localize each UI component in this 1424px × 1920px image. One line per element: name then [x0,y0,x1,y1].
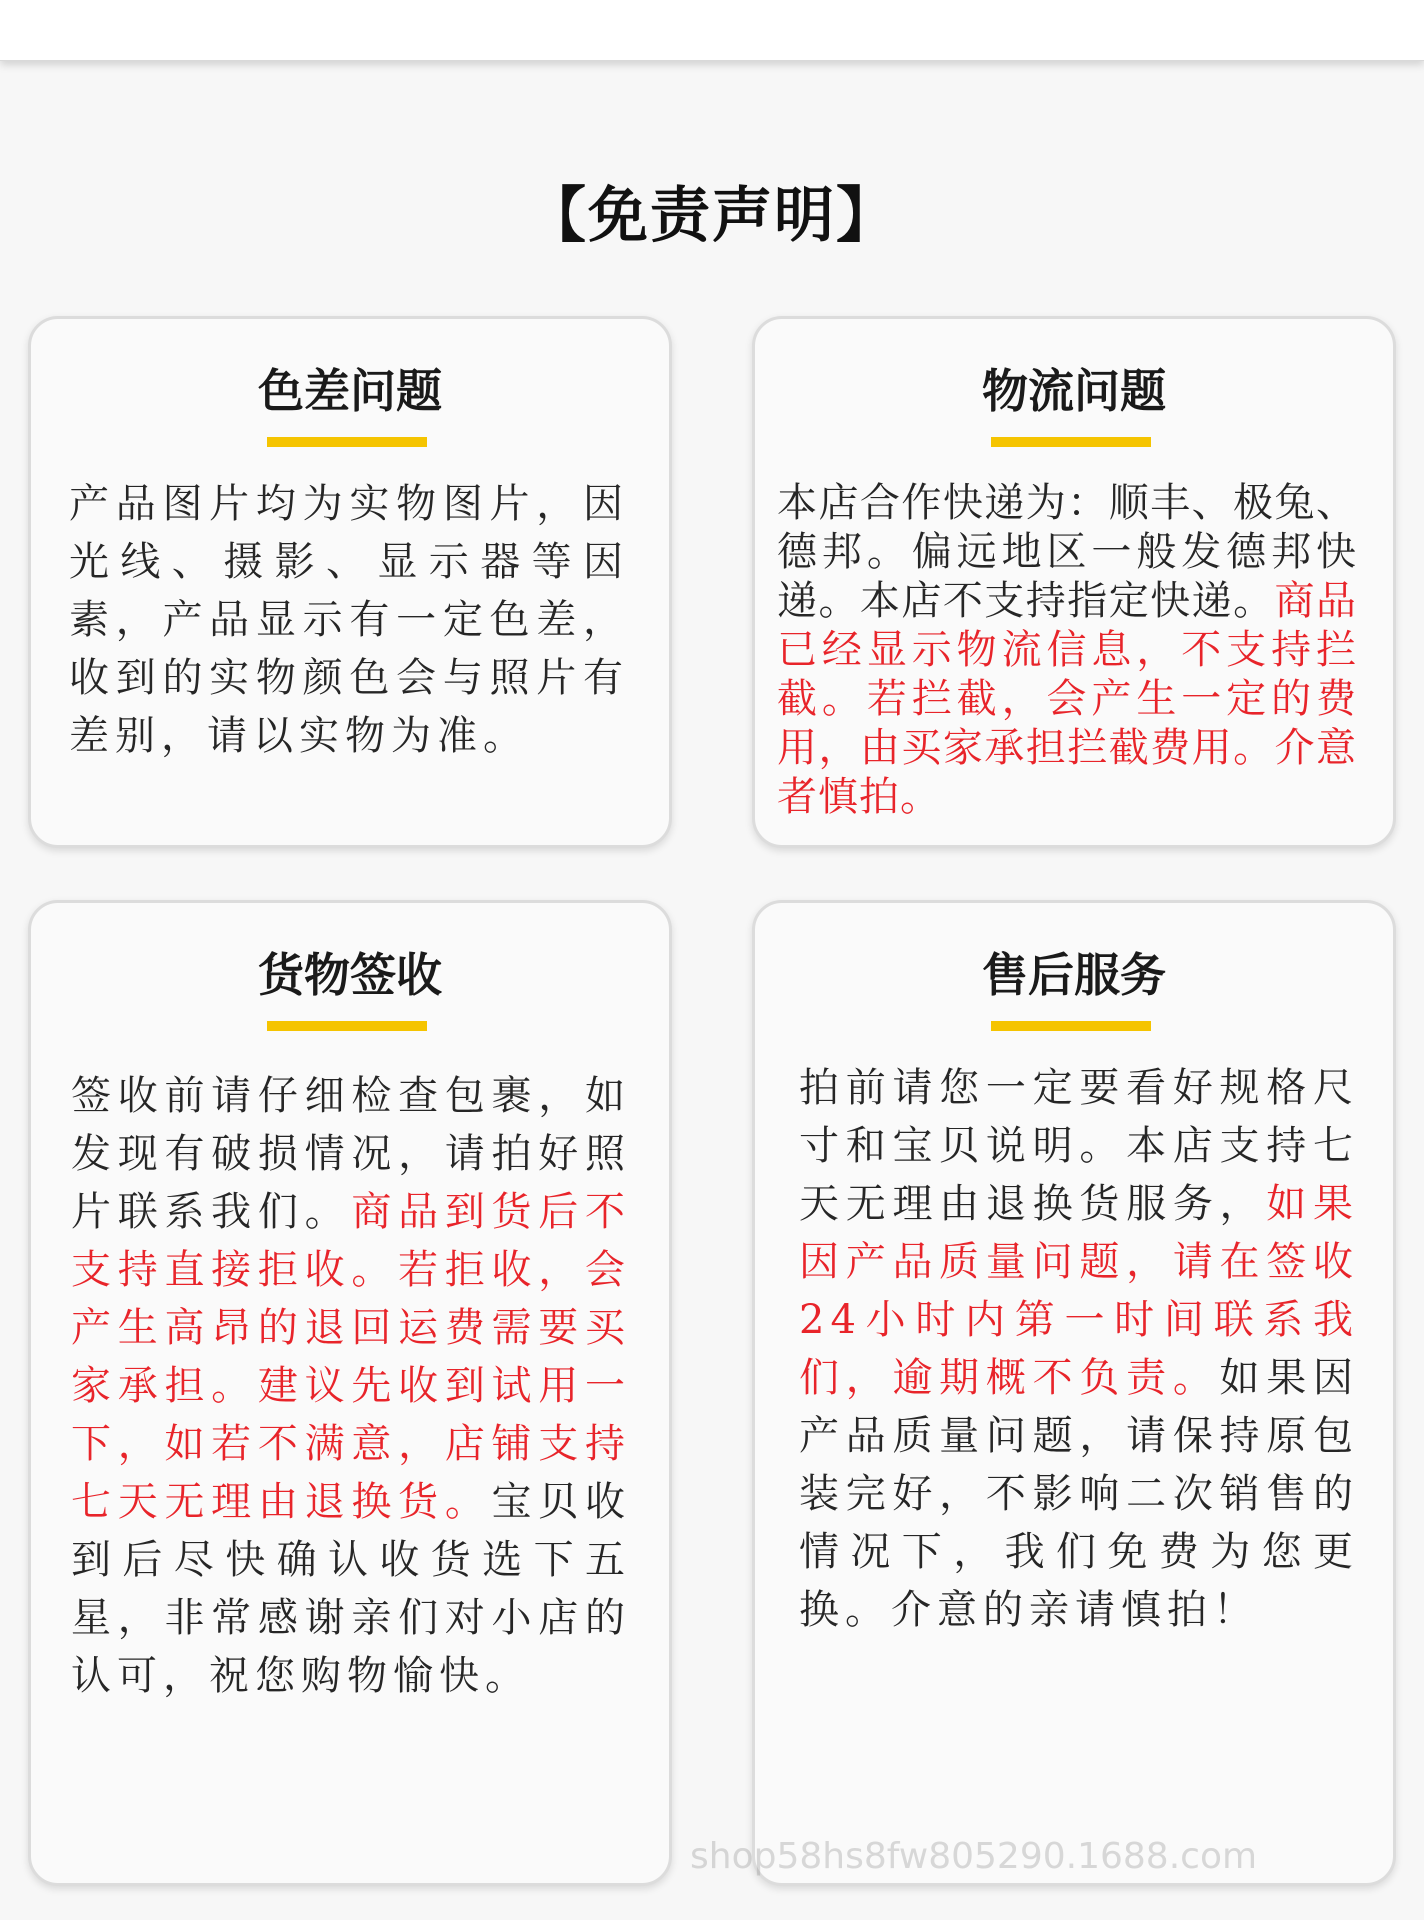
body-text: 本店合作快递为：顺丰、极兔、德邦。偏远地区一般发德邦快递。本店不支持指定快递。 [777,480,1357,624]
body-text: 签收前请仔细检查包裹，如发现有破损情况，请拍好照片联系我们。 [71,1073,631,1235]
card-title: 售后服务 [982,948,1166,1002]
body-text: 产品图片均为实物图片，因光线、摄影、显示器等因素，产品显示有一定色差，收到的实物颜色会与照片有差别，请以实物为准。 [69,481,629,759]
card-title: 色差问题 [258,364,442,418]
card-title: 物流问题 [982,364,1166,418]
watermark: shop58hs8fw805290.1688.com [690,1836,1258,1877]
warning-text: 商品到货后不支持直接拒收。若拒收，会产生高昂的退回运费需要买家承担。建议先收到试用一下，如若不满意，店铺支持七天无理由退换货。 [71,1189,632,1525]
card-body-text [777,479,1357,822]
title-underline-bar [267,1021,427,1031]
card-title: 货物签收 [258,948,442,1002]
body-text: 拍前请您一定要看好规格尺寸和宝贝说明。本店支持七天无理由退换货服务， [799,1065,1359,1227]
card-body-text [69,475,629,765]
card-body-text [71,1067,631,1705]
after-sales-card [752,900,1396,1886]
warning-text: 如果因产品质量问题，请在签收24小时内第一时间联系我们，逾期概不负责。 [799,1181,1360,1401]
title-underline-bar [267,437,427,447]
card-body-text [799,1059,1359,1639]
warning-text: 商品已经显示物流信息，不支持拦截。若拦截，会产生一定的费用，由买家承担拦截费用。介意者慎拍。 [777,578,1358,820]
body-text: 如果因产品质量问题，请保持原包装完好，不影响二次销售的情况下，我们免费为您更换。介意的亲请慎拍！ [799,1355,1360,1633]
color-difference-card [28,316,672,848]
logistics-card [752,316,1396,848]
body-text: 宝贝收到后尽快确认收货选下五星，非常感谢亲们对小店的认可，祝您购物愉快。 [71,1479,632,1699]
page-title: 【免责声明】 [526,181,898,251]
top-strip [0,0,1424,61]
title-underline-bar [991,437,1151,447]
title-underline-bar [991,1021,1151,1031]
goods-receipt-card [28,900,672,1886]
